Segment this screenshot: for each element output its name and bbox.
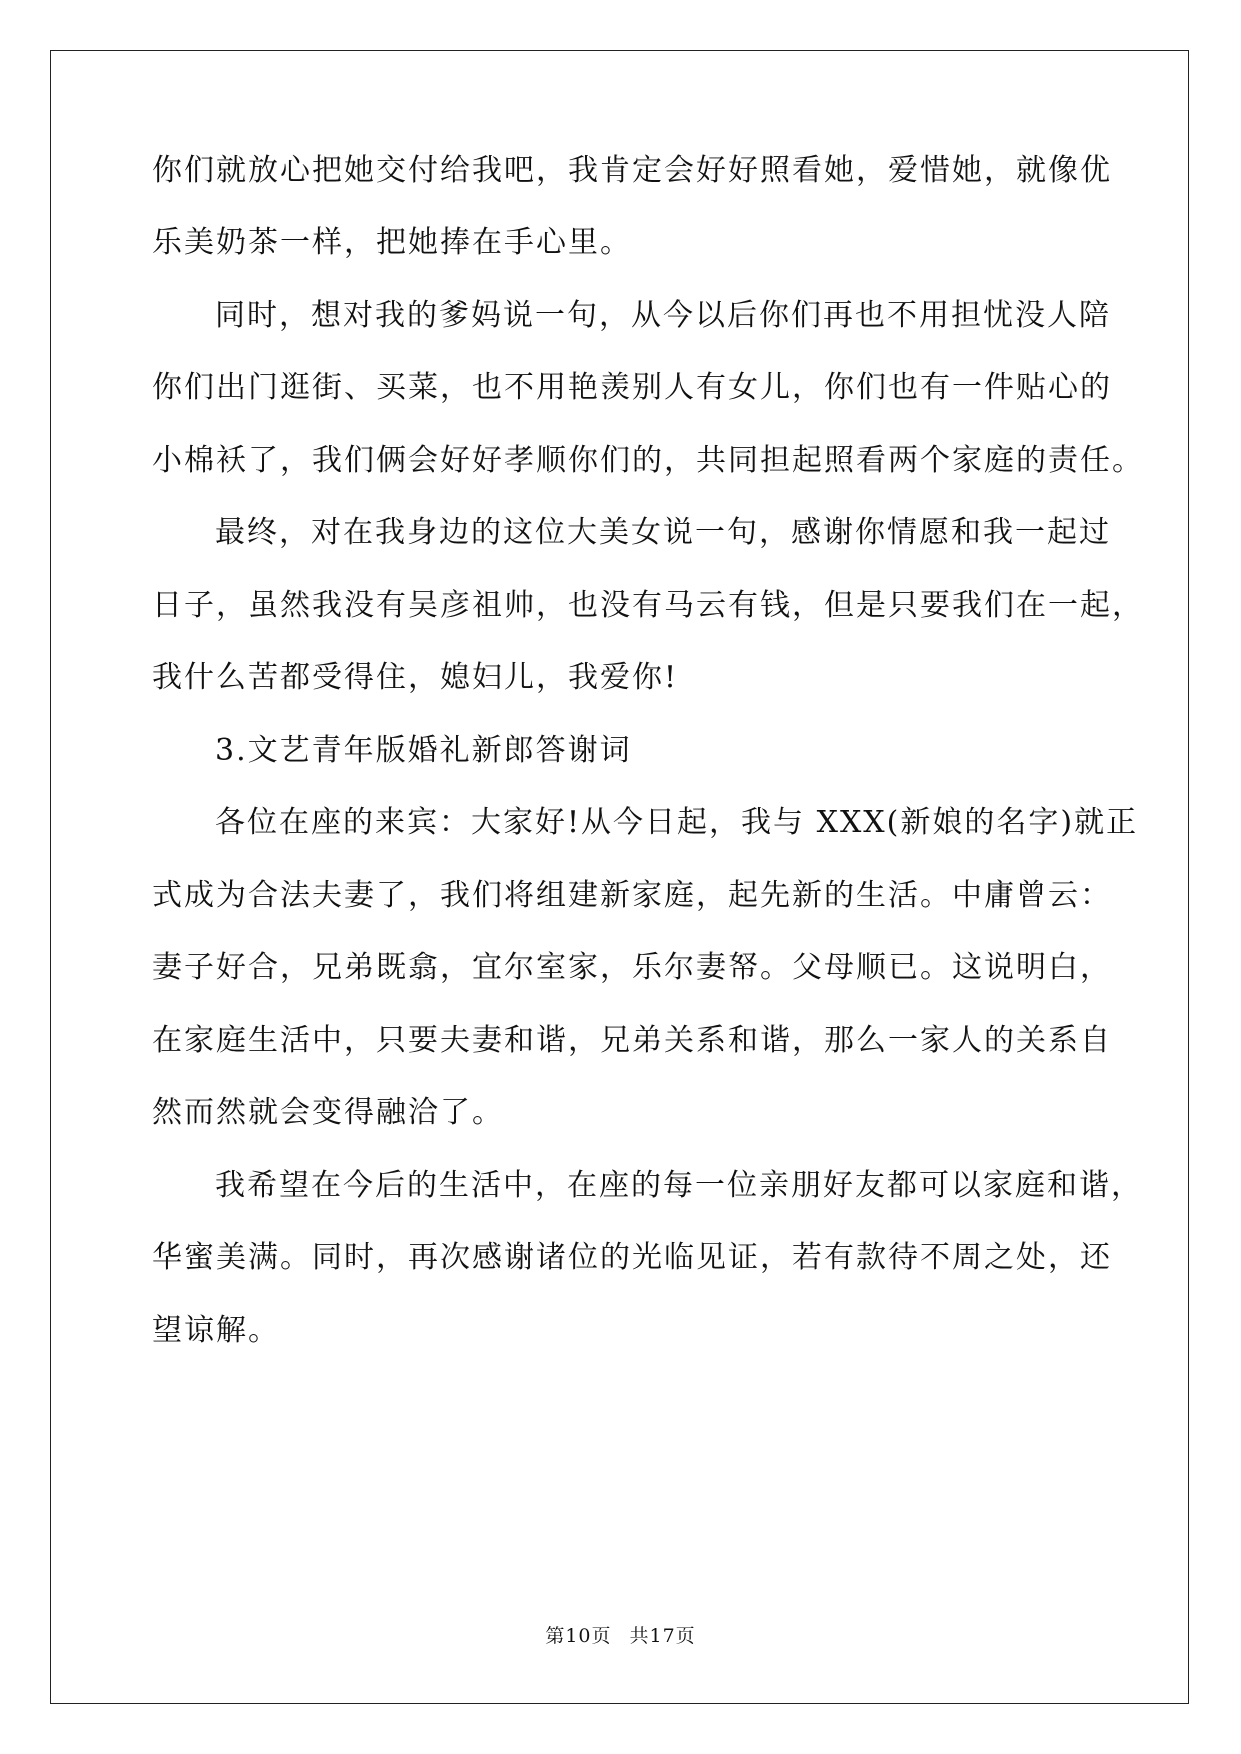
text-line: 华蜜美满。同时，再次感谢诸位的光临见证，若有款待不周之处，还 [152,1240,1112,1275]
text-line: 妻子好合，兄弟既翕，宜尔室家，乐尔妻帑。父母顺已。这说明白， [152,950,1112,985]
text-line: 你们出门逛街、买菜，也不用艳羡别人有女儿，你们也有一件贴心的 [152,370,1112,405]
text-line: 式成为合法夫妻了，我们将组建新家庭，起先新的生活。中庸曾云： [152,878,1112,913]
text-line: 我什么苦都受得住，媳妇儿，我爱你! [152,660,679,695]
text-line: 同时，想对我的爹妈说一句，从今以后你们再也不用担忧没人陪 [215,298,1111,333]
text-line: 然而然就会变得融洽了。 [152,1095,504,1130]
text-line: 我希望在今后的生活中，在座的每一位亲朋好友都可以家庭和谐， [215,1168,1143,1203]
text-line: 在家庭生活中，只要夫妻和谐，兄弟关系和谐，那么一家人的关系自 [152,1023,1112,1058]
page-footer [0,1624,1241,1648]
text-line: 各位在座的来宾：大家好!从今日起，我与 XXX(新娘的名字)就正 [215,805,1139,840]
text-line: 日子，虽然我没有吴彦祖帅，也没有马云有钱，但是只要我们在一起， [152,588,1144,623]
section-heading: 3.文艺青年版婚礼新郎答谢词 [215,733,632,768]
text-line: 最终，对在我身边的这位大美女说一句，感谢你情愿和我一起过 [215,515,1111,550]
text-line: 小棉袄了，我们俩会好好孝顺你们的，共同担起照看两个家庭的责任。 [152,443,1144,478]
text-line: 乐美奶茶一样，把她捧在手心里。 [152,225,632,260]
text-line: 望谅解。 [152,1313,280,1348]
page-total: 共17页 [629,1625,696,1647]
page-number: 第10页 [545,1625,612,1647]
text-line: 你们就放心把她交付给我吧，我肯定会好好照看她，爱惜她，就像优 [152,153,1112,188]
